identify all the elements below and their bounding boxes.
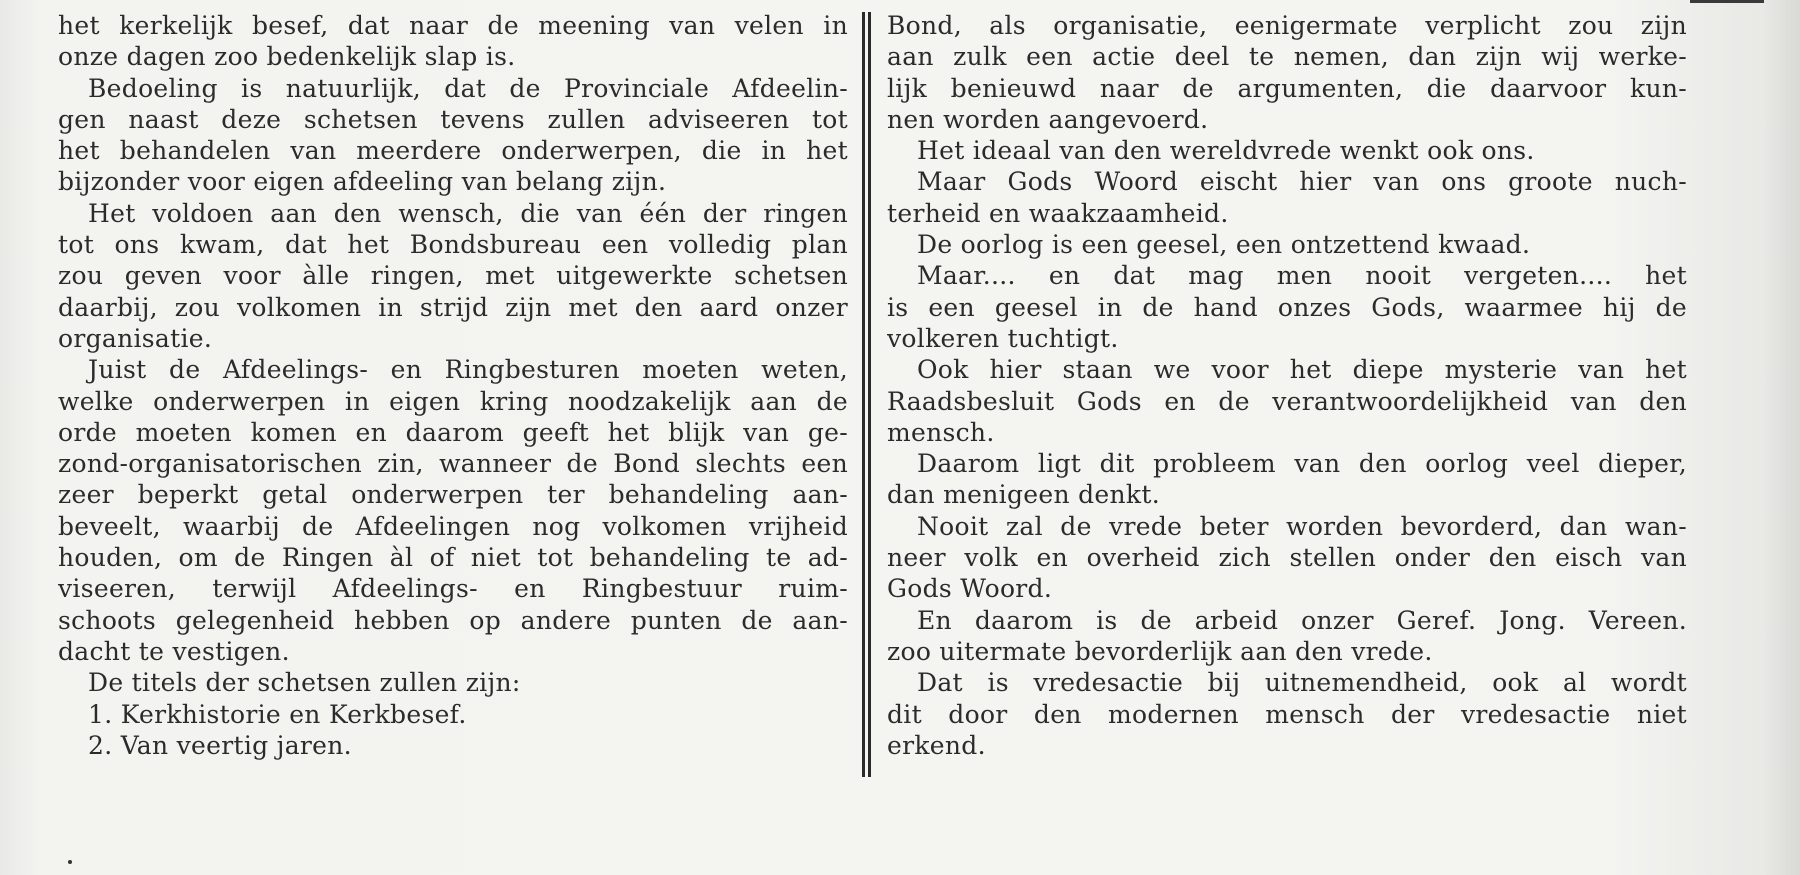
column-divider-rule xyxy=(868,12,871,777)
text-line: De titels der schetsen zullen zijn: xyxy=(88,668,521,698)
text-line: zou geven voor àlle ringen, met uitgewerkte schetsen xyxy=(58,261,848,291)
text-line: neer volk en overheid zich stellen onder den eisch van xyxy=(887,543,1687,573)
text-line: Gods Woord. xyxy=(887,574,1053,604)
text-line: terheid en waakzaamheid. xyxy=(887,198,1229,228)
text-line: Bond, als organisatie, eenigermate verplicht zou zijn xyxy=(887,11,1687,40)
text-line: het behandelen van meerdere onderwerpen, die in het xyxy=(58,136,848,166)
text-line: Maar Gods Woord eischt hier van ons groote nuch- xyxy=(917,167,1687,197)
text-line: dan menigeen denkt. xyxy=(887,480,1160,510)
text-line: De oorlog is een geesel, een ontzettend kwaad. xyxy=(917,230,1531,260)
text-line: erkend. xyxy=(887,730,986,760)
text-line: Maar.... en dat mag men nooit vergeten.... het xyxy=(917,261,1687,291)
text-line: En daarom is de arbeid onzer Geref. Jong. Vereen. xyxy=(917,605,1687,635)
text-line: lijk benieuwd naar de argumenten, die daarvoor kun- xyxy=(887,73,1687,103)
text-line: aan zulk een actie deel te nemen, dan zijn wij werke- xyxy=(887,42,1687,72)
text-line: orde moeten komen en daarom geeft het blijk van ge- xyxy=(58,417,848,447)
text-line: 1. Kerkhistorie en Kerkbesef. xyxy=(88,699,467,729)
text-line: Juist de Afdeelings- en Ringbesturen moeten weten, xyxy=(88,355,848,385)
text-line: zeer beperkt getal onderwerpen ter behandeling aan- xyxy=(58,480,848,510)
text-line: welke onderwerpen in eigen kring noodzakelijk aan de xyxy=(58,386,848,416)
text-line: zond-organisatorischen zin, wanneer de Bond slechts een xyxy=(58,449,848,479)
paper-edge xyxy=(1764,0,1800,875)
text-line: viseeren, terwijl Afdeelings- en Ringbestuur ruim- xyxy=(58,574,848,604)
text-line: beveelt, waarbij de Afdeelingen nog volkomen vrijheid xyxy=(58,511,848,541)
text-line: houden, om de Ringen àl of niet tot behandeling te ad- xyxy=(58,543,848,573)
text-line: Bedoeling is natuurlijk, dat de Provinciale Afdeelin- xyxy=(88,73,848,103)
text-line: Daarom ligt dit probleem van den oorlog veel dieper, xyxy=(917,449,1687,479)
text-line: mensch. xyxy=(887,417,995,447)
text-line: nen worden aangevoerd. xyxy=(887,104,1209,134)
text-line: dacht te vestigen. xyxy=(58,636,290,666)
text-line: bijzonder voor eigen afdeeling van belang zijn. xyxy=(58,167,667,197)
text-line: Het ideaal van den wereldvrede wenkt ook ons. xyxy=(917,136,1535,166)
text-line: gen naast deze schetsen tevens zullen adviseeren tot xyxy=(58,104,848,134)
text-line: Nooit zal de vrede beter worden bevorderd, dan wan- xyxy=(917,511,1687,541)
text-line: volkeren tuchtigt. xyxy=(887,323,1119,353)
text-line: het kerkelijk besef, dat naar de meening van velen in xyxy=(58,11,848,40)
text-line: is een geesel in de hand onzes Gods, waarmee hij de xyxy=(887,292,1687,322)
column-divider-rule xyxy=(862,12,865,777)
text-line: tot ons kwam, dat het Bondsbureau een volledig plan xyxy=(58,230,848,260)
text-line: Ook hier staan we voor het diepe mysterie van het xyxy=(917,355,1687,385)
right-text-column xyxy=(887,10,1687,761)
text-line: Dat is vredesactie bij uitnemendheid, ook al wordt xyxy=(917,668,1687,698)
ink-speck xyxy=(68,860,72,864)
text-line: daarbij, zou volkomen in strijd zijn met den aard onzer xyxy=(58,292,848,322)
text-line: dit door den modernen mensch der vredesactie niet xyxy=(887,699,1687,729)
text-line: 2. Van veertig jaren. xyxy=(88,730,352,760)
text-line: organisatie. xyxy=(58,323,213,353)
text-line: zoo uitermate bevorderlijk aan den vrede. xyxy=(887,636,1433,666)
text-line: schoots gelegenheid hebben op andere punten de aan- xyxy=(58,605,848,635)
text-line: onze dagen zoo bedenkelijk slap is. xyxy=(58,42,516,72)
text-line: Het voldoen aan den wensch, die van één der ringen xyxy=(88,198,848,228)
text-line: Raadsbesluit Gods en de verantwoordelijkheid van den xyxy=(887,386,1687,416)
left-text-column xyxy=(58,10,848,761)
